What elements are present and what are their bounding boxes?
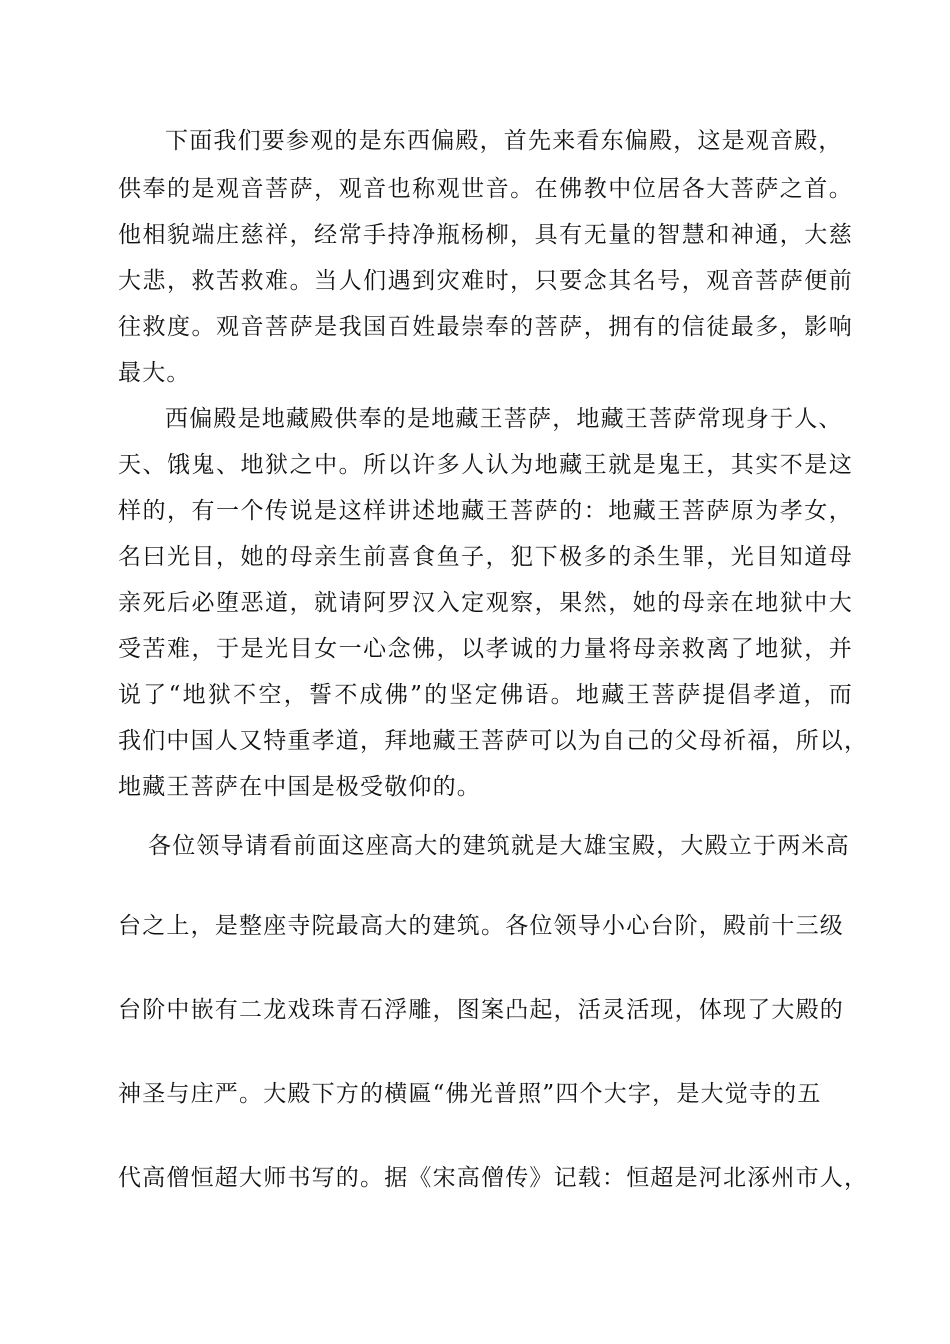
text-line: 下面我们要参观的是东西偏殿，首先来看东偏殿，这是观音殿， — [165, 128, 843, 154]
text-line: 供奉的是观音菩萨，观音也称观世音。在佛教中位居各大菩萨之首。 — [118, 176, 853, 202]
text-line: 西偏殿是地藏殿供奉的是地藏王菩萨，地藏王菩萨常现身于人、 — [165, 406, 843, 432]
text-line: 最大。 — [118, 360, 191, 386]
text-line: 台阶中嵌有二龙戏珠青石浮雕，图案凸起，活灵活现，体现了大殿的 — [118, 997, 844, 1023]
text-line: 我们中国人又特重孝道，拜地藏王菩萨可以为自己的父母祈福，所以， — [118, 728, 869, 754]
text-line: 神圣与庄严。大殿下方的横匾“佛光普照”四个大字，是大觉寺的五 — [118, 1081, 822, 1107]
text-line: 样的，有一个传说是这样讲述地藏王菩萨的：地藏王菩萨原为孝女， — [118, 498, 853, 524]
text-line: 各位领导请看前面这座高大的建筑就是大雄宝殿，大殿立于两米高 — [148, 833, 850, 859]
text-line: 亲死后必堕恶道，就请阿罗汉入定观察，果然，她的母亲在地狱中大 — [118, 590, 853, 616]
text-line: 往救度。观音菩萨是我国百姓最崇奉的菩萨，拥有的信徒最多，影响 — [118, 314, 853, 340]
text-line: 代高僧恒超大师书写的。据《宋高僧传》记载：恒超是河北涿州市人， — [118, 1165, 869, 1191]
text-line: 台之上，是整座寺院最高大的建筑。各位领导小心台阶，殿前十三级 — [118, 913, 844, 939]
text-line: 地藏王菩萨在中国是极受敬仰的。 — [118, 774, 481, 800]
text-line: 受苦难，于是光目女一心念佛，以孝诚的力量将母亲救离了地狱，并 — [118, 636, 853, 662]
text-line: 大悲，救苦救难。当人们遇到灾难时，只要念其名号，观音菩萨便前 — [118, 268, 853, 294]
text-line: 天、饿鬼、地狱之中。所以许多人认为地藏王就是鬼王，其实不是这 — [118, 452, 853, 478]
text-line: 名曰光目，她的母亲生前喜食鱼子，犯下极多的杀生罪，光目知道母 — [118, 544, 853, 570]
text-line: 他相貌端庄慈祥，经常手持净瓶杨柳，具有无量的智慧和神通，大慈 — [118, 222, 853, 248]
text-line: 说了“地狱不空，誓不成佛”的坚定佛语。地藏王菩萨提倡孝道，而 — [118, 682, 853, 708]
